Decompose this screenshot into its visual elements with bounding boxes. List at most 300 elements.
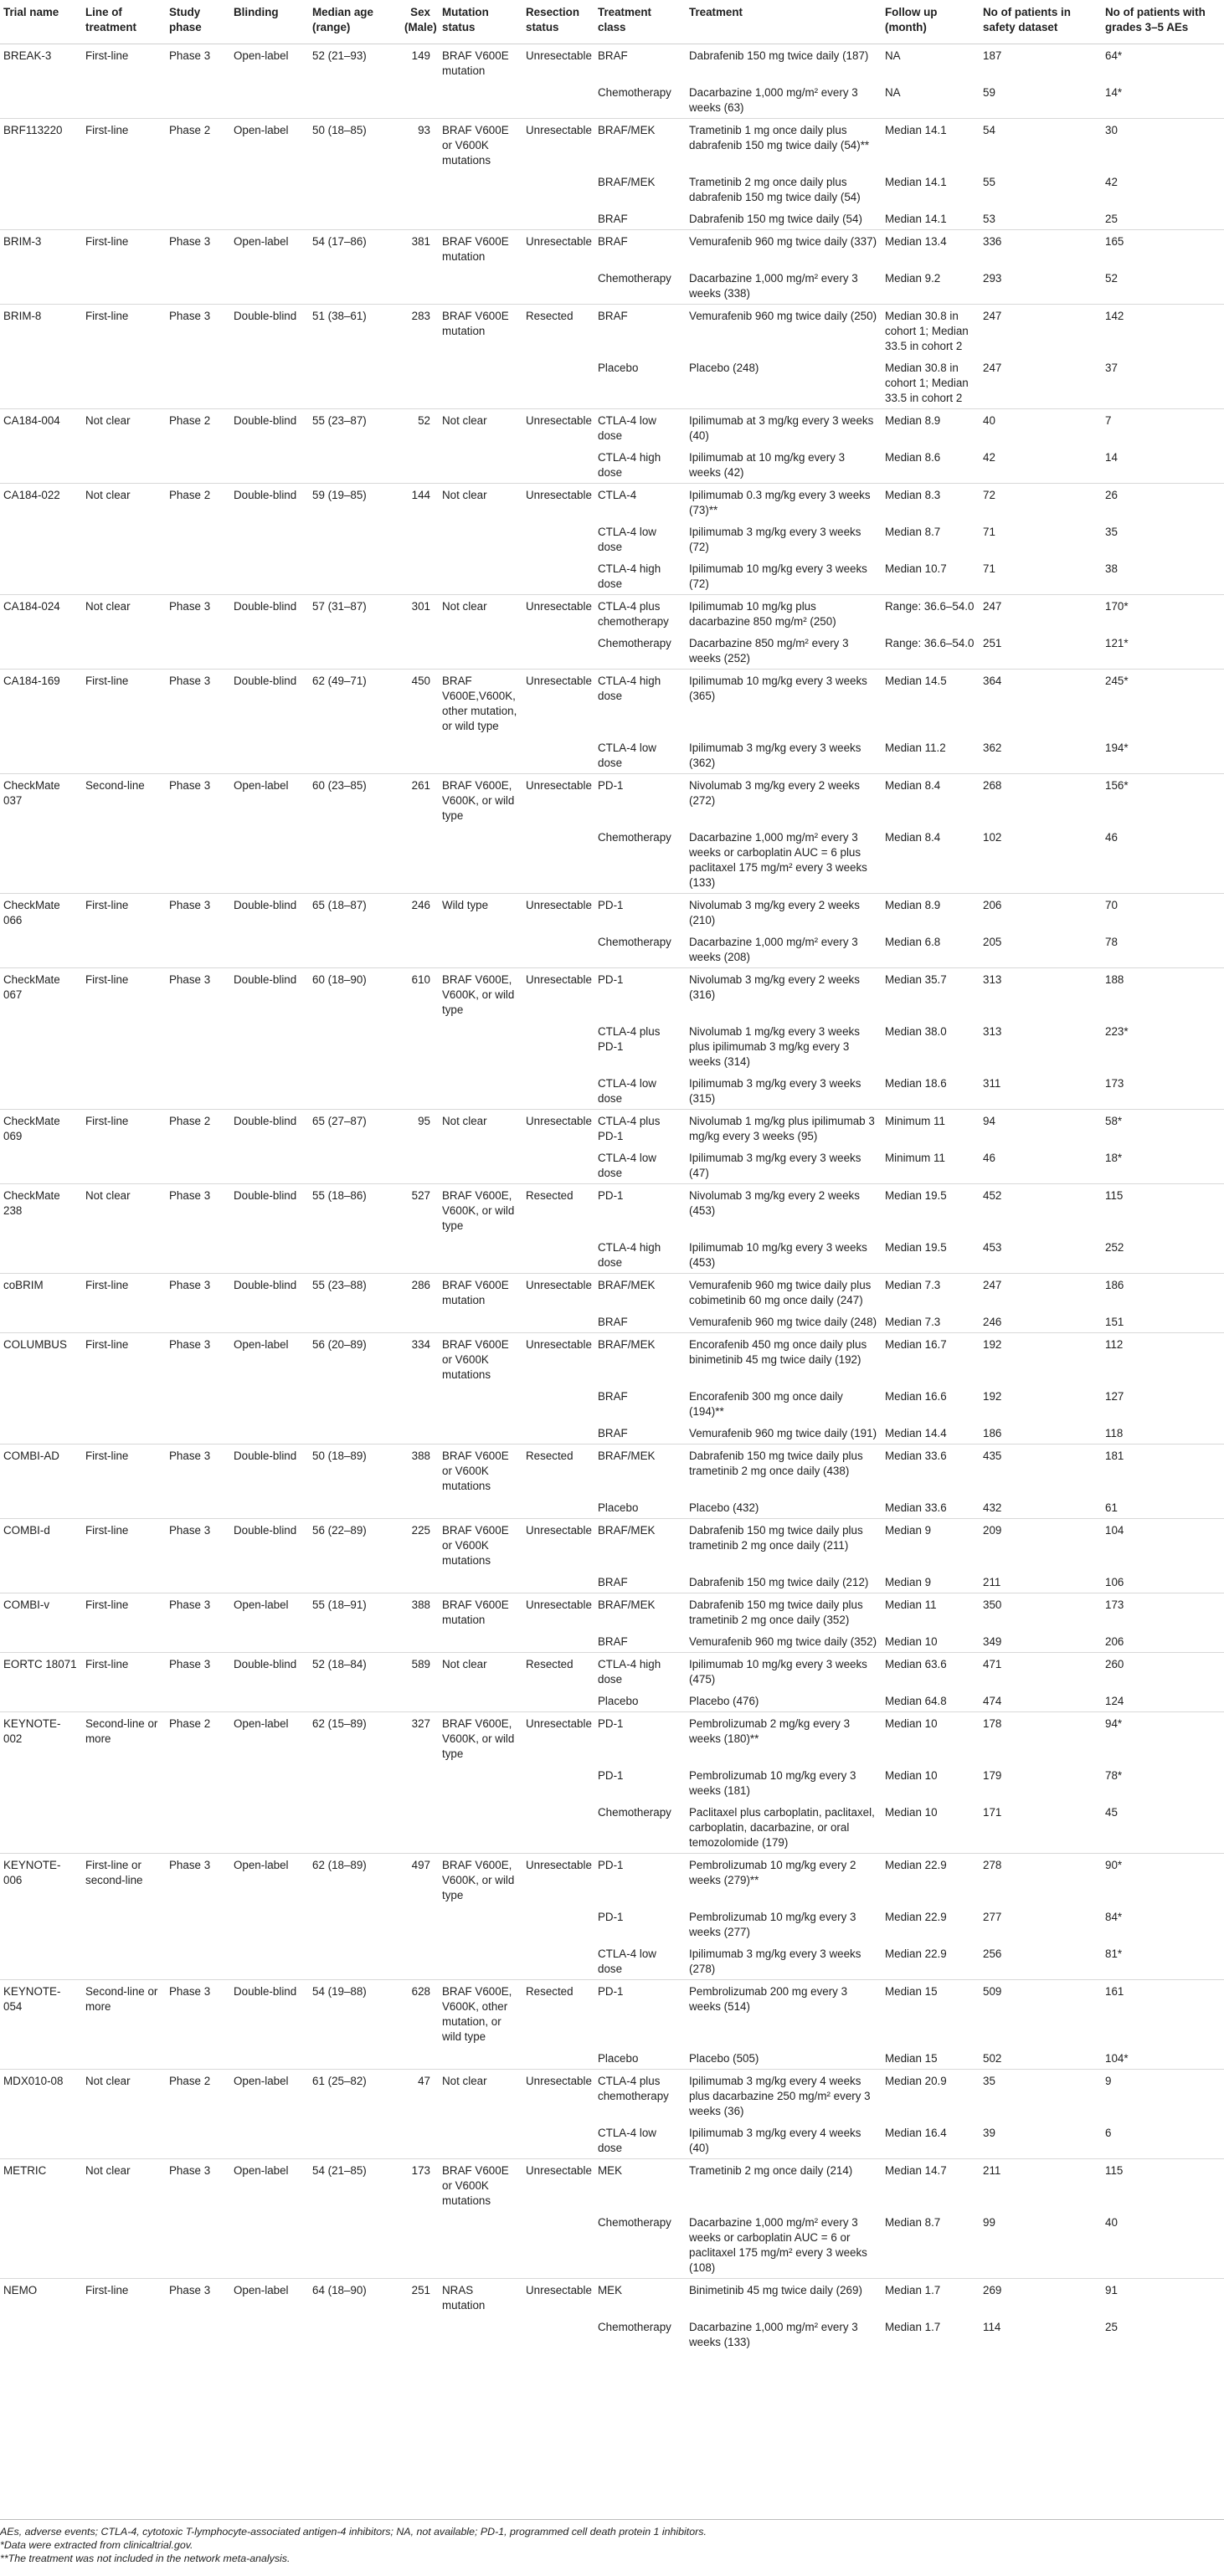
- study-phase-cell: [166, 931, 230, 968]
- trial-name-cell: [0, 1422, 82, 1445]
- resection-status-cell: [522, 1801, 594, 1854]
- sex-male-cell: [401, 1385, 439, 1422]
- treatment-class-cell: BRAF/MEK: [594, 1593, 686, 1631]
- safety-patients-cell: 186: [983, 1427, 1002, 1439]
- line-of-treatment-cell: Not clear: [82, 409, 166, 447]
- resection-status-cell: Unresectable: [522, 1110, 594, 1147]
- resection-status-cell: Unresectable: [526, 49, 592, 62]
- treatment-cell: Nivolumab 3 mg/kg every 2 weeks (316): [686, 968, 882, 1021]
- safety-patients-cell: 313: [983, 1025, 1002, 1038]
- follow-up-cell: Median 8.9: [882, 409, 980, 447]
- mutation-status-cell: Not clear: [439, 595, 522, 633]
- sex-male-cell: 246: [401, 894, 439, 931]
- treatment-class-cell: CTLA-4 plus PD-1: [594, 1110, 686, 1147]
- table-row: [0, 1110, 1224, 1147]
- mutation-status-cell: [439, 1906, 522, 1942]
- mutation-status-cell: [439, 521, 522, 557]
- study-phase-cell: [166, 1571, 230, 1593]
- mutation-status-cell: Not clear: [439, 1110, 522, 1147]
- sex-male-cell: [401, 521, 439, 557]
- median-age-cell: [309, 1147, 401, 1184]
- median-age-cell: [309, 2211, 401, 2279]
- mutation-status-cell: BRAF V600E or V600K mutations: [439, 119, 522, 172]
- study-phase-cell: Phase 3: [166, 1445, 230, 1497]
- trial-name-cell: [0, 1147, 82, 1184]
- treatment-cell: Dacarbazine 1,000 mg/m² every 3 weeks (208): [689, 936, 858, 963]
- follow-up-cell: Median 8.7: [885, 2216, 941, 2229]
- follow-up-cell: Median 38.0: [885, 1025, 947, 1038]
- blinding-cell: Open-label: [230, 1593, 309, 1631]
- table-row: [0, 230, 1224, 268]
- follow-up-cell: Median 30.8 in cohort 1; Median 33.5 in cohort 2: [885, 362, 969, 404]
- follow-up-cell: Median 19.5: [882, 1184, 980, 1237]
- treatment-class-cell: CTLA-4 low dose: [598, 1947, 656, 1975]
- median-age-cell: 57 (31–87): [309, 595, 401, 633]
- mutation-status-cell: [439, 357, 522, 409]
- sex-male-cell: [401, 736, 439, 774]
- study-phase-cell: [166, 632, 230, 670]
- treatment-cell: Ipilimumab 10 mg/kg every 3 weeks (365): [686, 670, 882, 737]
- resection-status-cell: [522, 1630, 594, 1653]
- line-of-treatment-cell: [82, 1072, 166, 1110]
- trial-name-cell: [0, 1906, 82, 1942]
- resection-status-cell: [522, 171, 594, 208]
- treatment-class-cell: Placebo: [598, 1501, 639, 1514]
- study-phase-cell: [166, 736, 230, 774]
- treatment-class-cell: CTLA-4 low dose: [594, 409, 686, 447]
- follow-up-cell: Median 11.2: [885, 741, 946, 754]
- mutation-status-cell: [439, 81, 522, 119]
- safety-patients-cell: 350: [980, 1593, 1102, 1631]
- follow-up-cell: Median 9: [885, 1576, 932, 1588]
- trial-name-cell: [0, 446, 82, 484]
- line-of-treatment-cell: First-line: [82, 894, 166, 931]
- follow-up-cell: Median 8.7: [885, 526, 941, 538]
- trial-name-cell: EORTC 18071: [0, 1653, 82, 1691]
- grade3-5-aes-cell: 61: [1105, 1501, 1118, 1514]
- safety-patients-cell: 362: [983, 741, 1002, 754]
- sex-male-cell: [401, 1496, 439, 1519]
- safety-patients-cell: 277: [983, 1911, 1002, 1923]
- study-phase-cell: [166, 1906, 230, 1942]
- mutation-status-cell: [439, 1072, 522, 1110]
- treatment-cell: Ipilimumab 3 mg/kg every 3 weeks (362): [689, 741, 861, 769]
- blinding-cell: Double-blind: [230, 1653, 309, 1691]
- mutation-status-cell: [439, 1496, 522, 1519]
- treatment-class-cell: BRAF: [598, 1427, 628, 1439]
- treatment-class-cell: CTLA-4 high dose: [598, 451, 661, 479]
- resection-status-cell: [522, 826, 594, 894]
- mutation-status-cell: [439, 1571, 522, 1593]
- study-phase-cell: [166, 1072, 230, 1110]
- median-age-cell: 50 (18–85): [309, 119, 401, 172]
- line-of-treatment-cell: [82, 1385, 166, 1422]
- treatment-cell: Dacarbazine 1,000 mg/m² every 3 weeks (133): [689, 2321, 858, 2348]
- blinding-cell: [230, 171, 309, 208]
- treatment-class-cell: Chemotherapy: [598, 2216, 671, 2229]
- table-row: [0, 2047, 1224, 2070]
- blinding-cell: [230, 1147, 309, 1184]
- treatment-cell: Trametinib 2 mg once daily (214): [686, 2159, 882, 2212]
- follow-up-cell: Median 14.1: [882, 119, 980, 172]
- grade3-5-aes-cell: 7: [1102, 409, 1224, 447]
- table-row: [0, 557, 1224, 595]
- blinding-cell: [230, 357, 309, 409]
- sex-male-cell: [401, 826, 439, 894]
- sex-male-cell: [401, 1630, 439, 1653]
- safety-patients-cell: 247: [980, 595, 1102, 633]
- treatment-class-cell: BRAF: [598, 213, 628, 225]
- grade3-5-aes-cell: 30: [1102, 119, 1224, 172]
- mutation-status-cell: BRAF V600E or V600K mutations: [439, 2159, 522, 2212]
- line-of-treatment-cell: First-line: [82, 2279, 166, 2317]
- resection-status-cell: [522, 1906, 594, 1942]
- blinding-cell: [230, 2122, 309, 2159]
- safety-patients-cell: 35: [980, 2070, 1102, 2122]
- treatment-class-cell: CTLA-4 high dose: [594, 1653, 686, 1691]
- median-age-cell: [309, 171, 401, 208]
- blinding-cell: Double-blind: [230, 670, 309, 737]
- table-row: [0, 1072, 1224, 1110]
- safety-patients-cell: 39: [983, 2127, 995, 2139]
- line-of-treatment-cell: [82, 1422, 166, 1445]
- trial-name-cell: [0, 1072, 82, 1110]
- follow-up-cell: Range: 36.6–54.0: [882, 595, 980, 633]
- study-phase-cell: Phase 3: [166, 305, 230, 357]
- trial-name-cell: COMBI-AD: [0, 1445, 82, 1497]
- resection-status-cell: Unresectable: [522, 2279, 594, 2317]
- treatment-class-cell: PD-1: [594, 1712, 686, 1765]
- trial-name-cell: KEYNOTE-002: [0, 1712, 82, 1765]
- table-row: [0, 894, 1224, 931]
- median-age-cell: 60 (23–85): [309, 774, 401, 827]
- median-age-cell: 54 (17–86): [309, 230, 401, 268]
- median-age-cell: 61 (25–82): [309, 2070, 401, 2122]
- resection-status-cell: Unresectable: [522, 894, 594, 931]
- follow-up-cell: Median 64.8: [885, 1695, 947, 1707]
- sex-male-cell: 149: [411, 49, 430, 62]
- study-phase-cell: [166, 1236, 230, 1274]
- resection-status-cell: [522, 208, 594, 230]
- grade3-5-aes-cell: 142: [1102, 305, 1224, 357]
- follow-up-cell: Median 13.4: [882, 230, 980, 268]
- study-phase-cell: [166, 2122, 230, 2159]
- trial-name-cell: [0, 1020, 82, 1072]
- sex-male-cell: [401, 208, 439, 230]
- safety-patients-cell: 293: [983, 272, 1002, 285]
- treatment-cell: Ipilimumab 3 mg/kg every 3 weeks (315): [689, 1077, 861, 1105]
- grade3-5-aes-cell: 25: [1105, 2321, 1118, 2333]
- line-of-treatment-cell: [82, 1496, 166, 1519]
- trial-name-cell: [0, 521, 82, 557]
- resection-status-cell: Unresectable: [522, 774, 594, 827]
- resection-status-cell: Unresectable: [522, 1519, 594, 1572]
- median-age-cell: [309, 1422, 401, 1445]
- blinding-cell: Open-label: [234, 49, 289, 62]
- treatment-cell: Ipilimumab 10 mg/kg every 3 weeks (72): [689, 562, 867, 590]
- study-phase-cell: [166, 446, 230, 484]
- mutation-status-cell: [439, 1764, 522, 1801]
- table-row: [0, 1311, 1224, 1333]
- safety-patients-cell: 211: [983, 1576, 1001, 1588]
- safety-patients-cell: 99: [983, 2216, 995, 2229]
- table-row: [0, 968, 1224, 1021]
- sex-male-cell: [401, 267, 439, 305]
- safety-patients-cell: 435: [980, 1445, 1102, 1497]
- treatment-class-cell: BRAF/MEK: [594, 119, 686, 172]
- treatment-cell: Nivolumab 3 mg/kg every 2 weeks (453): [686, 1184, 882, 1237]
- line-of-treatment-cell: [82, 81, 166, 119]
- median-age-cell: [309, 2316, 401, 2353]
- mutation-status-cell: Not clear: [439, 409, 522, 447]
- table-row: [0, 826, 1224, 894]
- safety-patients-cell: 179: [983, 1769, 1002, 1782]
- line-of-treatment-cell: [82, 736, 166, 774]
- line-of-treatment-cell: [82, 1906, 166, 1942]
- mutation-status-cell: [439, 557, 522, 595]
- blinding-cell: [230, 1236, 309, 1274]
- sex-male-cell: 327: [401, 1712, 439, 1765]
- median-age-cell: 51 (38–61): [309, 305, 401, 357]
- study-phase-cell: Phase 3: [166, 230, 230, 268]
- table-row: [0, 1519, 1224, 1572]
- median-age-cell: 55 (23–88): [309, 1274, 401, 1311]
- safety-patients-cell: 256: [983, 1947, 1002, 1960]
- study-phase-cell: [166, 2316, 230, 2353]
- median-age-cell: 60 (18–90): [309, 968, 401, 1021]
- grade3-5-aes-cell: 260: [1102, 1653, 1224, 1691]
- follow-up-cell: Median 8.9: [882, 894, 980, 931]
- line-of-treatment-cell: [82, 1801, 166, 1854]
- header-median-age: Median age (range): [309, 0, 401, 44]
- resection-status-cell: [522, 1236, 594, 1274]
- table-row: [0, 2211, 1224, 2279]
- median-age-cell: [309, 1020, 401, 1072]
- study-phase-cell: Phase 3: [166, 595, 230, 633]
- treatment-cell: Pembrolizumab 2 mg/kg every 3 weeks (180)**: [686, 1712, 882, 1765]
- trial-name-cell: CA184-169: [0, 670, 82, 737]
- mutation-status-cell: Not clear: [439, 484, 522, 521]
- sex-male-cell: [401, 1422, 439, 1445]
- treatment-class-cell: Chemotherapy: [598, 2321, 671, 2333]
- treatment-cell: Ipilimumab 10 mg/kg plus dacarbazine 850 mg/m² (250): [686, 595, 882, 633]
- treatment-cell: Ipilimumab 3 mg/kg every 3 weeks (72): [689, 526, 861, 553]
- grade3-5-aes-cell: 165: [1102, 230, 1224, 268]
- header-resection-status: Resection status: [522, 0, 594, 44]
- treatment-class-cell: BRAF/MEK: [594, 1445, 686, 1497]
- blinding-cell: [230, 208, 309, 230]
- treatment-class-cell: CTLA-4 low dose: [598, 1152, 656, 1179]
- safety-patients-cell: 313: [980, 968, 1102, 1021]
- mutation-status-cell: [439, 1147, 522, 1184]
- median-age-cell: 54 (19–88): [309, 1980, 401, 2048]
- mutation-status-cell: BRAF V600E or V600K mutations: [439, 1519, 522, 1572]
- trial-name-cell: KEYNOTE-054: [0, 1980, 82, 2048]
- blinding-cell: [230, 1690, 309, 1712]
- resection-status-cell: [522, 81, 594, 119]
- mutation-status-cell: [439, 446, 522, 484]
- table-row: [0, 1385, 1224, 1422]
- grade3-5-aes-cell: 106: [1105, 1576, 1124, 1588]
- trial-name-cell: [0, 1385, 82, 1422]
- resection-status-cell: Unresectable: [522, 1854, 594, 1906]
- blinding-cell: [230, 1385, 309, 1422]
- grade3-5-aes-cell: 70: [1102, 894, 1224, 931]
- header-mutation-status: Mutation status: [439, 0, 522, 44]
- blinding-cell: Open-label: [230, 119, 309, 172]
- resection-status-cell: [522, 1764, 594, 1801]
- line-of-treatment-cell: First-line: [82, 1274, 166, 1311]
- trial-name-cell: [0, 2122, 82, 2159]
- treatment-cell: Trametinib 1 mg once daily plus dabrafenib 150 mg twice daily (54)**: [686, 119, 882, 172]
- median-age-cell: [309, 2047, 401, 2070]
- resection-status-cell: Unresectable: [522, 484, 594, 521]
- treatment-cell: Vemurafenib 960 mg twice daily (191): [689, 1427, 877, 1439]
- follow-up-cell: Median 15: [885, 2052, 938, 2065]
- table-row: [0, 119, 1224, 172]
- treatment-class-cell: BRAF/MEK: [594, 1519, 686, 1572]
- treatment-cell: Pembrolizumab 10 mg/kg every 2 weeks (279)**: [686, 1854, 882, 1906]
- footnote-abbreviations: AEs, adverse events; CTLA-4, cytotoxic T-lymphocyte-associated antigen-4 inhibitors; NA, not available; PD-1, programmed cell death protein 1 inhibitors.: [0, 2526, 707, 2538]
- safety-patients-cell: 268: [980, 774, 1102, 827]
- line-of-treatment-cell: [82, 267, 166, 305]
- median-age-cell: 59 (19–85): [309, 484, 401, 521]
- resection-status-cell: [522, 2047, 594, 2070]
- blinding-cell: Double-blind: [230, 1274, 309, 1311]
- table-row: [0, 1980, 1224, 2048]
- treatment-class-cell: Placebo: [598, 1695, 639, 1707]
- resection-status-cell: [522, 2316, 594, 2353]
- resection-status-cell: Unresectable: [522, 968, 594, 1021]
- blinding-cell: Open-label: [230, 1333, 309, 1386]
- treatment-cell: Ipilimumab 3 mg/kg every 3 weeks (47): [689, 1152, 861, 1179]
- median-age-cell: [309, 1311, 401, 1333]
- blinding-cell: [230, 557, 309, 595]
- median-age-cell: [309, 736, 401, 774]
- grade3-5-aes-cell: 173: [1102, 1593, 1224, 1631]
- study-phase-cell: [166, 1422, 230, 1445]
- study-phase-cell: Phase 3: [166, 1980, 230, 2048]
- blinding-cell: [230, 1072, 309, 1110]
- header-line-of-treatment: Line of treatment: [82, 0, 166, 44]
- follow-up-cell: Minimum 11: [882, 1110, 980, 1147]
- line-of-treatment-cell: First-line: [82, 1110, 166, 1147]
- study-phase-cell: [166, 826, 230, 894]
- mutation-status-cell: BRAF V600E, V600K, or wild type: [439, 1854, 522, 1906]
- footnote-clinicaltrials: *Data were extracted from clinicaltrial.gov.: [0, 2539, 193, 2551]
- line-of-treatment-cell: [82, 2211, 166, 2279]
- line-of-treatment-cell: [82, 1147, 166, 1184]
- line-of-treatment-cell: [82, 2122, 166, 2159]
- table-row: [0, 1801, 1224, 1854]
- treatment-class-cell: CTLA-4 high dose: [598, 562, 661, 590]
- treatment-class-cell: PD-1: [598, 1911, 624, 1923]
- sex-male-cell: [401, 1020, 439, 1072]
- table-row: [0, 44, 1224, 82]
- treatment-cell: Ipilimumab 3 mg/kg every 4 weeks plus dacarbazine 250 mg/m² every 3 weeks (36): [686, 2070, 882, 2122]
- grade3-5-aes-cell: 26: [1102, 484, 1224, 521]
- study-phase-cell: [166, 267, 230, 305]
- trial-name-cell: METRIC: [0, 2159, 82, 2212]
- table-row: [0, 2279, 1224, 2317]
- treatment-cell: Placebo (505): [689, 2052, 759, 2065]
- grade3-5-aes-cell: 252: [1105, 1241, 1124, 1254]
- line-of-treatment-cell: [82, 1630, 166, 1653]
- table-row: [0, 305, 1224, 357]
- treatment-class-cell: CTLA-4 plus PD-1: [598, 1025, 661, 1053]
- resection-status-cell: Unresectable: [522, 1274, 594, 1311]
- line-of-treatment-cell: First-line: [82, 670, 166, 737]
- treatment-class-cell: BRAF: [598, 1390, 628, 1403]
- table-row: [0, 1236, 1224, 1274]
- mutation-status-cell: [439, 2122, 522, 2159]
- treatment-class-cell: CTLA-4 low dose: [598, 1077, 656, 1105]
- blinding-cell: Open-label: [230, 1712, 309, 1765]
- study-phase-cell: [166, 1690, 230, 1712]
- sex-male-cell: [401, 632, 439, 670]
- sex-male-cell: 93: [401, 119, 439, 172]
- median-age-cell: [309, 357, 401, 409]
- resection-status-cell: Resected: [522, 1184, 594, 1237]
- blinding-cell: [230, 736, 309, 774]
- follow-up-cell: Median 16.7: [882, 1333, 980, 1386]
- table-row: [0, 670, 1224, 737]
- safety-patients-cell: 102: [983, 831, 1002, 844]
- safety-patients-cell: 452: [980, 1184, 1102, 1237]
- study-phase-cell: [166, 171, 230, 208]
- blinding-cell: Double-blind: [230, 1445, 309, 1497]
- line-of-treatment-cell: Second-line: [82, 774, 166, 827]
- median-age-cell: [309, 1630, 401, 1653]
- table-body: [0, 44, 1224, 2353]
- line-of-treatment-cell: First-line: [82, 968, 166, 1021]
- header-grade3-5-aes: No of patients with grades 3–5 AEs: [1102, 0, 1224, 44]
- study-phase-cell: Phase 3: [169, 49, 211, 62]
- safety-patients-cell: 247: [980, 1274, 1102, 1311]
- treatment-cell: Pembrolizumab 10 mg/kg every 3 weeks (277): [689, 1911, 856, 1938]
- study-phase-cell: [166, 208, 230, 230]
- blinding-cell: [230, 1942, 309, 1980]
- follow-up-cell: Median 16.6: [885, 1390, 947, 1403]
- study-phase-cell: Phase 3: [166, 1653, 230, 1691]
- table-header-row: [0, 0, 1224, 44]
- trial-name-cell: [0, 2047, 82, 2070]
- mutation-status-cell: NRAS mutation: [439, 2279, 522, 2317]
- line-of-treatment-cell: Second-line or more: [82, 1980, 166, 2048]
- safety-patients-cell: 278: [980, 1854, 1102, 1906]
- resection-status-cell: [522, 1072, 594, 1110]
- line-of-treatment-cell: Not clear: [82, 595, 166, 633]
- treatment-class-cell: PD-1: [594, 774, 686, 827]
- table-row: [0, 1147, 1224, 1184]
- resection-status-cell: [522, 557, 594, 595]
- line-of-treatment-cell: [82, 1020, 166, 1072]
- safety-patients-cell: 502: [983, 2052, 1002, 2065]
- treatment-class-cell: MEK: [594, 2159, 686, 2212]
- blinding-cell: [230, 1764, 309, 1801]
- table-row: [0, 1184, 1224, 1237]
- follow-up-cell: Median 10: [882, 1712, 980, 1765]
- blinding-cell: [230, 2047, 309, 2070]
- safety-patients-cell: 42: [983, 451, 995, 464]
- treatment-cell: Dabrafenib 150 mg twice daily plus trametinib 2 mg once daily (352): [686, 1593, 882, 1631]
- study-phase-cell: [166, 1801, 230, 1854]
- median-age-cell: [309, 267, 401, 305]
- table-row: [0, 2159, 1224, 2212]
- sex-male-cell: 628: [401, 1980, 439, 2048]
- safety-patients-cell: 55: [983, 176, 995, 188]
- trial-name-cell: BRIM-8: [0, 305, 82, 357]
